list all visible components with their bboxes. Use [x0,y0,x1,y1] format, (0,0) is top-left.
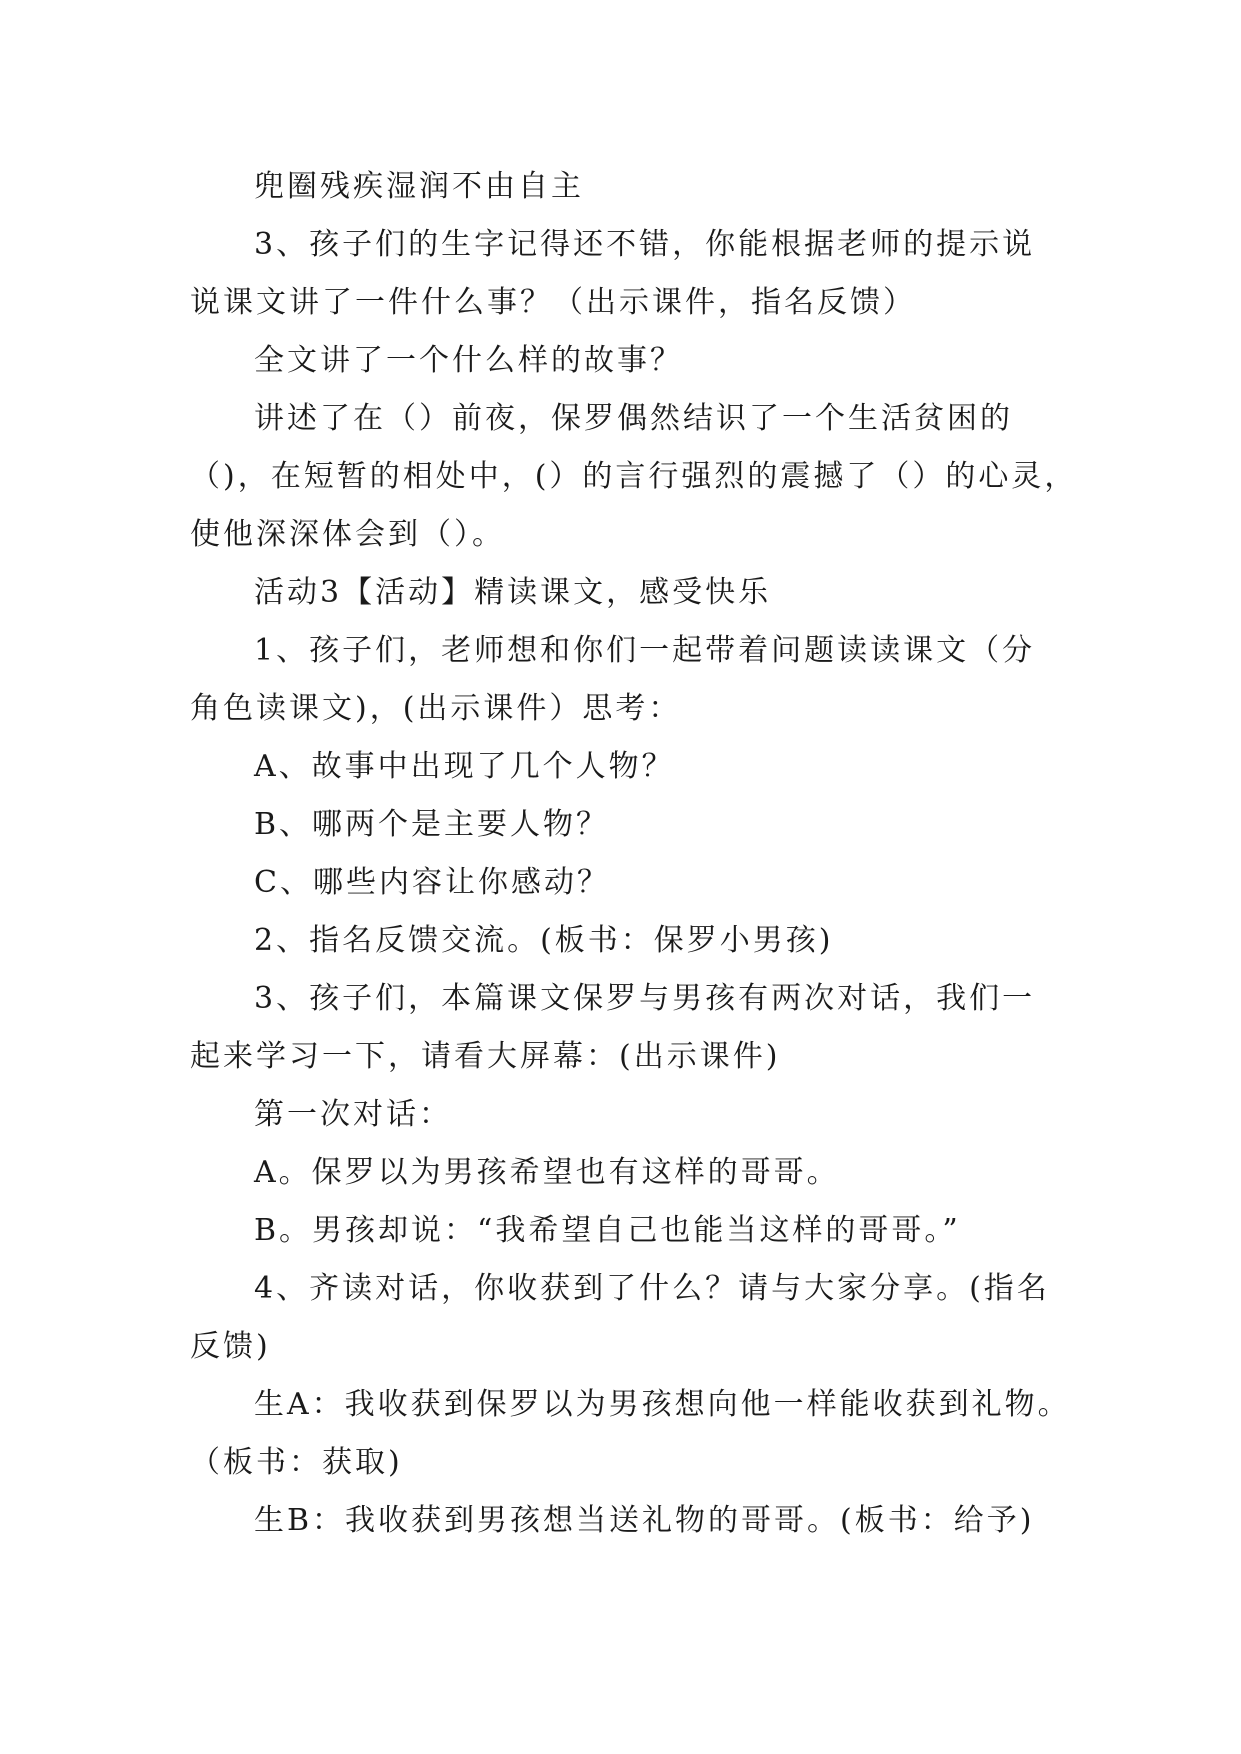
text-line: 3、孩子们的生字记得还不错，你能根据老师的提示说 [254,227,1036,262]
text-line: 生A：我收获到保罗以为男孩想向他一样能收获到礼物。 [254,1387,1071,1422]
text-line: B。男孩却说：“我希望自己也能当这样的哥哥。” [254,1213,961,1248]
text-line: 第一次对话： [254,1097,452,1132]
text-line: 说课文讲了一件什么事？（出示课件，指名反馈） [190,285,916,320]
text-line: （板书：获取) [190,1445,403,1480]
text-line: C、哪些内容让你感动？ [254,865,610,900]
text-line: 1、孩子们，老师想和你们一起带着问题读读课文（分 [254,633,1036,668]
text-line: 4、齐读对话，你收获到了什么？请与大家分享。(指名 [254,1271,1050,1306]
text-line: A、故事中出现了几个人物？ [254,749,675,784]
text-line: 角色读课文)，(出示课件）思考： [190,691,682,726]
text-line: 3、孩子们，本篇课文保罗与男孩有两次对话，我们一 [254,981,1036,1016]
document-body [190,158,1078,1550]
text-line: 兜圈残疾湿润不由自主 [254,169,584,204]
text-line: 生B：我收获到男孩想当送礼物的哥哥。(板书：给予) [254,1503,1035,1538]
text-line: 2、指名反馈交流。(板书：保罗小男孩) [254,923,834,958]
text-line: 使他深深体会到（）。 [190,517,505,552]
text-line: 全文讲了一个什么样的故事？ [254,343,683,378]
section-heading: 活动3【活动】精读课文，感受快乐 [254,575,772,610]
text-line: B、哪两个是主要人物？ [254,807,610,842]
text-line: 讲述了在（）前夜，保罗偶然结识了一个生活贫困的 [254,401,1013,436]
text-line: 反馈) [190,1329,271,1364]
text-line: A。保罗以为男孩希望也有这样的哥哥。 [254,1155,840,1190]
text-line: （)，在短暂的相处中，(）的言行强烈的震撼了（）的心灵， [190,459,1078,494]
text-line: 起来学习一下，请看大屏幕：(出示课件) [190,1039,781,1074]
